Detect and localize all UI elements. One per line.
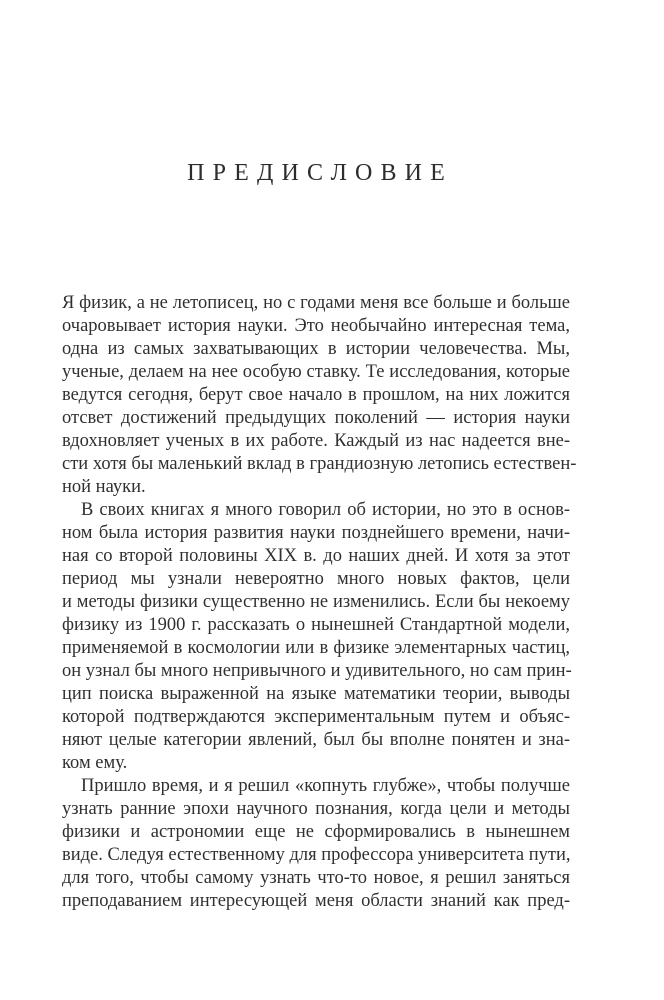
text-line: он узнал бы много непривычного и удивительного, но сам прин- bbox=[62, 661, 572, 681]
text-line: очаровывает история науки. Это необычайно интересная тема, bbox=[62, 316, 570, 336]
text-line: виде. Следуя естественному для профессора университета пути, bbox=[62, 845, 571, 865]
text-line: ведутся сегодня, берут свое начало в прошлом, на них ложится bbox=[62, 385, 570, 405]
text-line: физику из 1900 г. рассказать о нынешней Стандартной модели, bbox=[62, 615, 570, 635]
text-line: Я физик, а не летописец, но с годами меня все больше и больше bbox=[62, 293, 570, 313]
text-line: ная со второй половины XIX в. до наших дней. И хотя за этот bbox=[62, 546, 570, 566]
text-line: и методы физики существенно не изменились. Если бы некоему bbox=[62, 592, 570, 612]
text-line: одна из самых захватывающих в истории человечества. Мы, bbox=[62, 339, 570, 359]
text-line: период мы узнали невероятно много новых фактов, цели bbox=[62, 569, 570, 589]
text-line: отсвет достижений предыдущих поколений — история науки bbox=[62, 408, 570, 428]
text-line: узнать ранние эпохи научного познания, когда цели и методы bbox=[62, 799, 570, 819]
text-line: применяемой в космологии или в физике элементарных частиц, bbox=[62, 638, 570, 658]
body-text bbox=[62, 292, 577, 913]
text-line: няют целые категории явлений, был бы вполне понятен и зна- bbox=[62, 730, 570, 750]
text-line: физики и астрономии еще не сформировались в нынешнем bbox=[62, 822, 570, 842]
text-line: ком ему. bbox=[62, 753, 128, 773]
text-line: Пришло время, и я решил «копнуть глубже», чтобы получше bbox=[81, 776, 570, 796]
text-line: ученые, делаем на нее особую ставку. Те исследования, которые bbox=[62, 362, 570, 382]
text-line: которой подтверждаются экспериментальным путем и объяс- bbox=[62, 707, 570, 727]
text-line: В своих книгах я много говорил об истории, но это в основ- bbox=[81, 500, 570, 520]
text-line: сти хотя бы маленький вклад в грандиозную летопись естествен- bbox=[62, 454, 577, 474]
text-line: ном была история развития науки позднейшего времени, начи- bbox=[62, 523, 570, 543]
text-line: преподаванием интересующей меня области знаний как пред- bbox=[62, 891, 570, 911]
text-line: вдохновляет ученых в их работе. Каждый из нас надеется вне- bbox=[62, 431, 570, 451]
text-line: ной науки. bbox=[62, 477, 146, 497]
text-line: для того, чтобы самому узнать что-то новое, я решил заняться bbox=[62, 868, 570, 888]
text-line: цип поиска выраженной на языке математики теории, выводы bbox=[62, 684, 570, 704]
chapter-title: ПРЕДИСЛОВИЕ bbox=[187, 160, 453, 186]
